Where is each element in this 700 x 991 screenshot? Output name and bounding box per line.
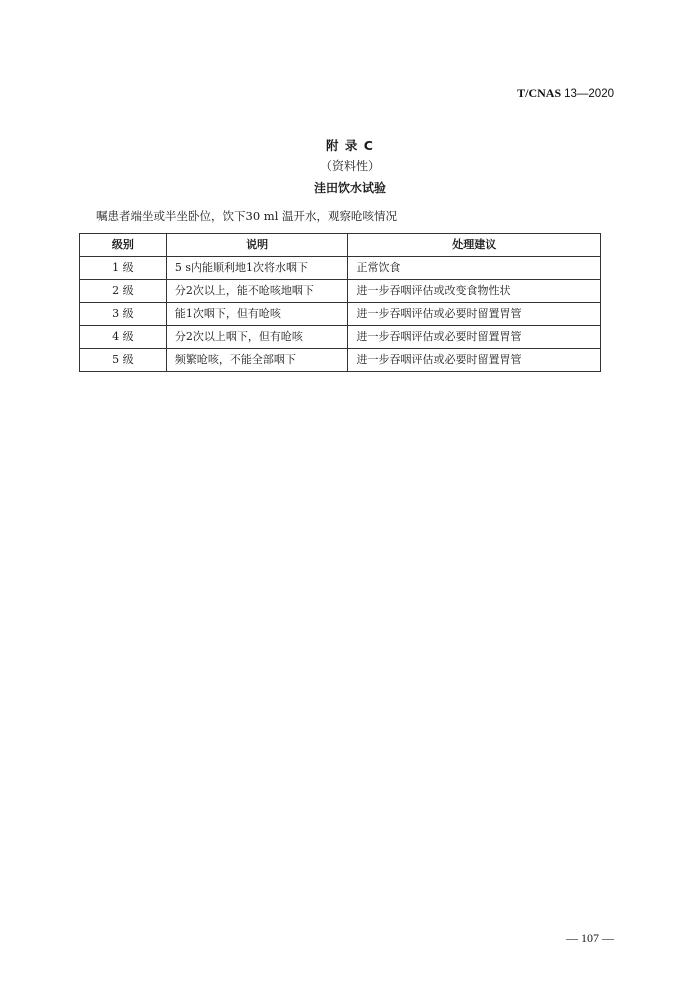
standard-code-prefix: T/CNAS [517,86,562,100]
row-level: 1 级 [80,257,167,280]
appendix-title: 附 录 C [326,138,374,153]
appendix-heading [0,137,700,197]
row-description: 分2次以上，能不呛咳地咽下 [166,280,348,303]
standard-code-number: 13—2020 [564,88,614,100]
row-advice: 进一步吞咽评估或改变食物性状 [348,280,601,303]
row-level: 4 级 [80,326,167,349]
page-number: — 107 — [566,931,614,945]
intro-paragraph: 嘱患者端坐或半坐卧位，饮下30 ml 温开水，观察呛咳情况 [96,209,398,223]
row-description: 频繁呛咳，不能全部咽下 [166,349,348,372]
row-description: 5 s内能顺利地1次将水咽下 [166,257,348,280]
table-row [80,326,601,349]
row-description: 能1次咽下，但有呛咳 [166,303,348,326]
row-level: 2 级 [80,280,167,303]
grade-table [79,233,601,372]
standard-code [517,86,614,101]
table-header-row [80,234,601,257]
row-description: 分2次以上咽下，但有呛咳 [166,326,348,349]
table-row [80,349,601,372]
appendix-name: 洼田饮水试验 [313,181,386,195]
header-description: 说明 [166,234,348,257]
appendix-nature: （资料性） [319,159,380,173]
table-row [80,257,601,280]
row-level: 3 级 [80,303,167,326]
row-level: 5 级 [80,349,167,372]
row-advice: 正常饮食 [348,257,601,280]
header-level: 级别 [80,234,167,257]
header-advice: 处理建议 [348,234,601,257]
row-advice: 进一步吞咽评估或必要时留置胃管 [348,326,601,349]
table-row [80,280,601,303]
row-advice: 进一步吞咽评估或必要时留置胃管 [348,303,601,326]
table-row [80,303,601,326]
row-advice: 进一步吞咽评估或必要时留置胃管 [348,349,601,372]
